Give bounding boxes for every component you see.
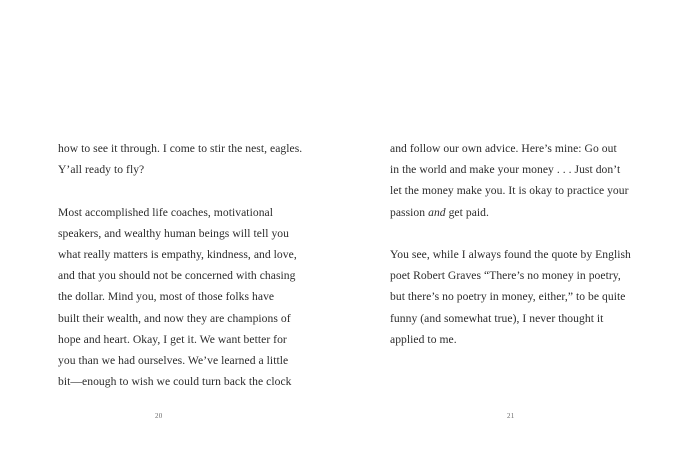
text-line: built their wealth, and now they are champions of [58, 311, 291, 325]
left-page-body [58, 138, 303, 392]
paragraph [58, 138, 303, 180]
text-run: passion [390, 205, 429, 219]
text-line: applied to me. [390, 332, 457, 346]
text-line [390, 202, 622, 223]
paragraph [390, 244, 631, 350]
text-line: and that you should not be concerned with chasing [58, 269, 296, 283]
text-line: you than we had ourselves. We’ve learned a little [58, 353, 289, 367]
text-line: the dollar. Mind you, most of those folks have [58, 290, 275, 304]
paragraph-gap [58, 180, 288, 201]
paragraph [58, 202, 297, 393]
text-line: poet Robert Graves “There’s no money in poetry, [390, 269, 621, 283]
text-line: hope and heart. Okay, I get it. We want better for [58, 332, 287, 346]
paragraph [390, 138, 629, 223]
text-line: in the world and make your money . . . Just don’t [390, 163, 621, 177]
emphasized-word: and [428, 205, 446, 219]
paragraph-gap [390, 223, 622, 244]
right-page [340, 0, 679, 474]
text-line: how to see it through. I come to stir the nest, eagles. [58, 142, 303, 155]
text-line: bit—enough to wish we could turn back the clock [58, 375, 292, 389]
page-number: 20 [155, 412, 163, 420]
text-line: speakers, and wealthy human beings will tell you [58, 226, 290, 240]
text-line: You see, while I always found the quote by English [390, 247, 631, 261]
text-line: Y’all ready to fly? [58, 163, 145, 177]
text-line: what really matters is empathy, kindness, and love, [58, 247, 297, 261]
page-number: 21 [507, 412, 515, 420]
right-page-body [390, 138, 631, 350]
text-line: let the money make you. It is okay to practice your [390, 184, 629, 198]
text-line: funny (and somewhat true), I never thought it [390, 311, 604, 325]
text-line: Most accomplished life coaches, motivational [58, 205, 274, 219]
text-run: get paid. [445, 205, 489, 219]
text-line: and follow our own advice. Here’s mine: Go out [390, 142, 617, 155]
text-line: but there’s no poetry in money, either,” to be quite [390, 290, 626, 304]
